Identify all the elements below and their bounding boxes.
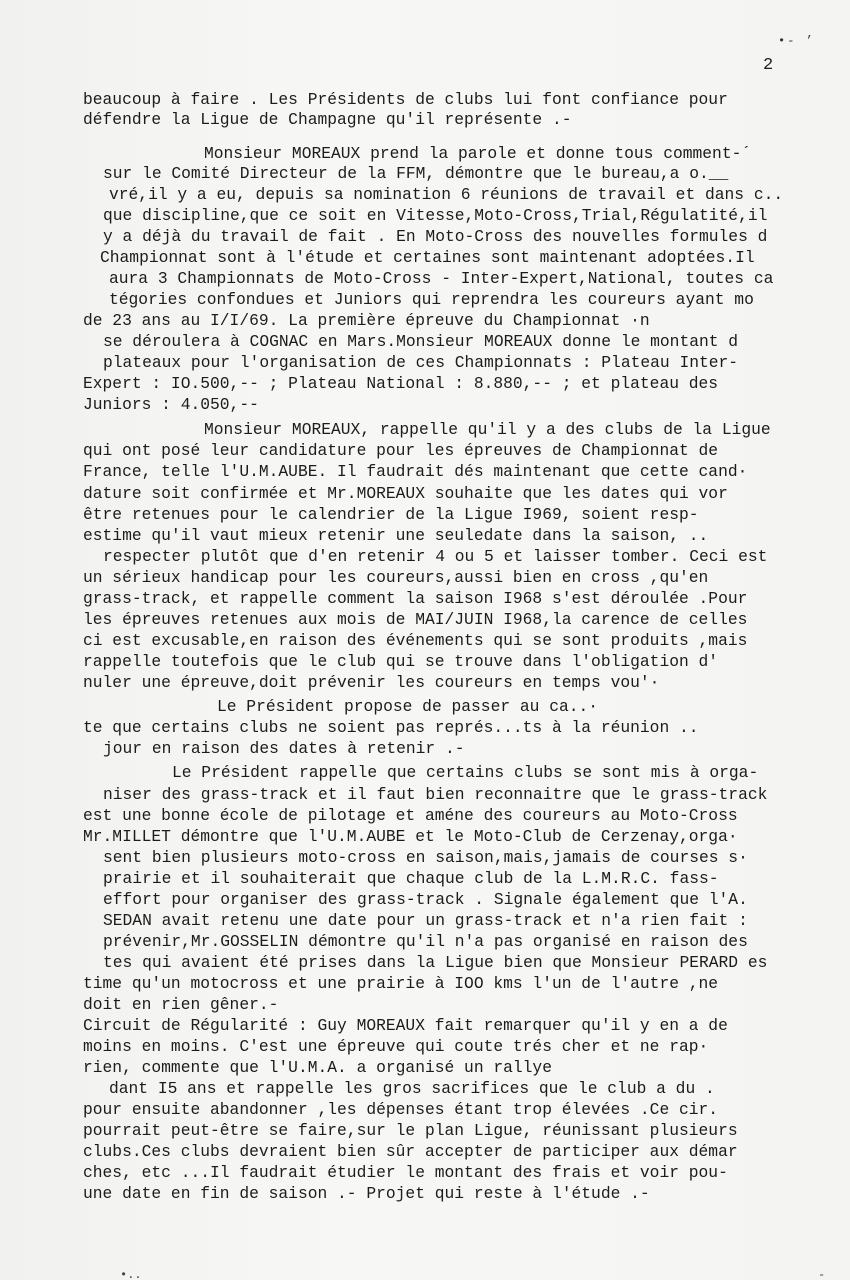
text-line: Monsieur MOREAUX prend la parole et donne tous comment-´ xyxy=(204,144,752,163)
bottom-mark: •.. xyxy=(120,1268,142,1280)
text-line: effort pour organiser des grass-track . Signale également que l'A. xyxy=(103,890,748,909)
text-line: être retenues pour le calendrier de la Ligue I969, soient resp- xyxy=(83,505,699,524)
text-line: ches, etc ...Il faudrait étudier le montant des frais et voir pou- xyxy=(83,1163,728,1182)
text-line: rien, commente que l'U.M.A. a organisé un rallye xyxy=(83,1058,552,1077)
text-line: Juniors : 4.050,-- xyxy=(83,395,259,414)
text-line: Le Président propose de passer au ca..· xyxy=(217,697,599,716)
text-line: plateaux pour l'organisation de ces Championnats : Plateau Inter- xyxy=(103,353,739,372)
text-line: nuler une épreuve,doit prévenir les coureurs en temps vou'· xyxy=(83,673,660,692)
text-line: prairie et il souhaiterait que chaque club de la L.M.R.C. fass- xyxy=(103,869,719,888)
text-line: Le Président rappelle que certains clubs se sont mis à orga- xyxy=(172,763,759,782)
text-line: ci est excusable,en raison des événements qui se sont produits ,mais xyxy=(83,631,748,650)
text-line: Championnat sont à l'étude et certaines sont maintenant adoptées.Il xyxy=(100,248,755,267)
text-line: y a déjà du travail de fait . En Moto-Cross des nouvelles formules d xyxy=(103,227,768,246)
text-line: doit en rien gêner.- xyxy=(83,995,279,1014)
text-line: respecter plutôt que d'en retenir 4 ou 5 et laisser tomber. Ceci est xyxy=(103,547,768,566)
text-line: rappelle toutefois que le club qui se trouve dans l'obligation d' xyxy=(83,652,719,671)
text-line: Expert : IO.500,-- ; Plateau National : 8.880,-- ; et plateau des xyxy=(83,374,719,393)
text-line: est une bonne école de pilotage et améne des coureurs au Moto-Cross xyxy=(83,806,738,825)
text-line: grass-track, et rappelle comment la saison I968 s'est déroulée .Pour xyxy=(83,589,748,608)
text-line: dant I5 ans et rappelle les gros sacrifices que le club a du . xyxy=(109,1079,715,1098)
text-line: Circuit de Régularité : Guy MOREAUX fait remarquer qu'il y en a de xyxy=(83,1016,728,1035)
bottom-mark: - xyxy=(818,1268,826,1280)
text-line: vré,il y a eu, depuis sa nomination 6 réunions de travail et dans c.. xyxy=(109,185,784,204)
page-number: 2 xyxy=(763,56,774,75)
text-line: estime qu'il vaut mieux retenir une seuledate dans la saison, .. xyxy=(83,526,709,545)
text-line: de 23 ans au I/I/69. La première épreuve du Championnat ·n xyxy=(83,311,650,330)
text-line: pour ensuite abandonner ,les dépenses étant trop élevées .Ce cir. xyxy=(83,1100,719,1119)
text-line: clubs.Ces clubs devraient bien sûr accepter de participer aux démar xyxy=(83,1142,738,1161)
corner-mark: •- ’ xyxy=(778,34,815,48)
text-line: que discipline,que ce soit en Vitesse,Moto-Cross,Trial,Régulatité,il xyxy=(103,206,768,225)
text-line: jour en raison des dates à retenir .- xyxy=(103,739,465,758)
text-line: pourrait peut-être se faire,sur le plan Ligue, réunissant plusieurs xyxy=(83,1121,738,1140)
text-line: France, telle l'U.M.AUBE. Il faudrait dés maintenant que cette cand· xyxy=(83,462,748,481)
text-line: sent bien plusieurs moto-cross en saison,mais,jamais de courses s· xyxy=(103,848,748,867)
text-line: SEDAN avait retenu une date pour un grass-track et n'a rien fait : xyxy=(103,911,748,930)
text-line: tégories confondues et Juniors qui reprendra les coureurs ayant mo xyxy=(109,290,754,309)
text-line: te que certains clubs ne soient pas représ...ts à la réunion .. xyxy=(83,718,699,737)
text-line: se déroulera à COGNAC en Mars.Monsieur MOREAUX donne le montant d xyxy=(103,332,739,351)
text-line: time qu'un motocross et une prairie à IOO kms l'un de l'autre ,ne xyxy=(83,974,719,993)
text-line: sur le Comité Directeur de la FFM, démontre que le bureau,a o.__ xyxy=(103,164,729,183)
text-line: Monsieur MOREAUX, rappelle qu'il y a des clubs de la Ligue xyxy=(204,420,771,439)
text-line: Mr.MILLET démontre que l'U.M.AUBE et le Moto-Club de Cerzenay,orga· xyxy=(83,827,738,846)
text-line: aura 3 Championnats de Moto-Cross - Inter-Expert,National, toutes ca xyxy=(109,269,774,288)
text-line: une date en fin de saison .- Projet qui reste à l'étude .- xyxy=(83,1184,650,1203)
text-line: tes qui avaient été prises dans la Ligue bien que Monsieur PERARD es xyxy=(103,953,768,972)
text-line: défendre la Ligue de Champagne qu'il représente .- xyxy=(83,110,572,129)
text-line: moins en moins. C'est une épreuve qui coute trés cher et ne rap· xyxy=(83,1037,709,1056)
text-line: niser des grass-track et il faut bien reconnaitre que le grass-track xyxy=(103,785,768,804)
text-line: dature soit confirmée et Mr.MOREAUX souhaite que les dates qui vor xyxy=(83,484,728,503)
text-line: un sérieux handicap pour les coureurs,aussi bien en cross ,qu'en xyxy=(83,568,709,587)
text-line: prévenir,Mr.GOSSELIN démontre qu'il n'a pas organisé en raison des xyxy=(103,932,748,951)
text-line: les épreuves retenues aux mois de MAI/JUIN I968,la carence de celles xyxy=(83,610,748,629)
text-line: qui ont posé leur candidature pour les épreuves de Championnat de xyxy=(83,441,719,460)
text-line: beaucoup à faire . Les Présidents de clubs lui font confiance pour xyxy=(83,90,728,109)
